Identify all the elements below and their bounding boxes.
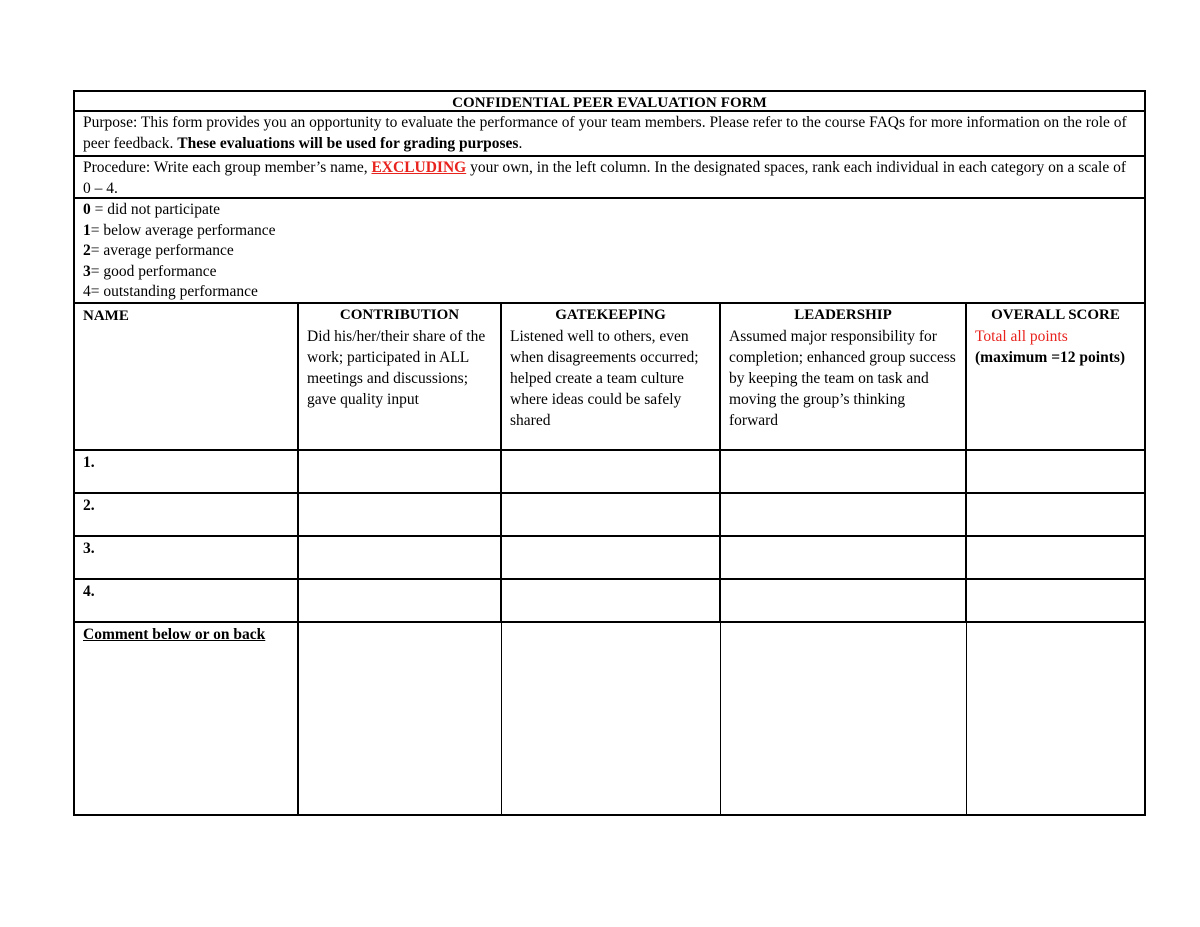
procedure-row	[75, 157, 1144, 199]
peer-evaluation-form	[73, 90, 1146, 816]
gatekeeping-score-cell[interactable]	[502, 494, 721, 535]
scale-score: 3	[83, 262, 91, 280]
comment-label-cell	[75, 623, 299, 814]
contribution-score-cell[interactable]	[299, 494, 502, 535]
leadership-heading: LEADERSHIP	[794, 307, 892, 323]
purpose-grading-note: These evaluations will be used for grading purposes	[177, 134, 519, 152]
comment-label: Comment below or on back	[83, 626, 266, 643]
leadership-score-cell[interactable]	[721, 537, 967, 578]
leadership-score-cell[interactable]	[721, 451, 967, 492]
overall-total-note: Total all points	[975, 328, 1068, 345]
name-column-heading: NAME	[83, 308, 129, 324]
contribution-comment-cell[interactable]	[299, 623, 502, 814]
gatekeeping-comment-cell[interactable]	[502, 623, 721, 814]
header-leadership	[721, 304, 967, 449]
purpose-body: Purpose: This form provides you an opportunity to evaluate the performance of your team members. Please refer to the course FAQs for more information on the role of peer feedback.	[83, 114, 1127, 152]
overall-score-cell[interactable]	[967, 451, 1144, 492]
scale-label: = below average performance	[90, 221, 276, 239]
leadership-comment-cell[interactable]	[721, 623, 967, 814]
header-contribution	[299, 304, 502, 449]
procedure-excluding-emphasis: EXCLUDING	[371, 159, 467, 176]
member-name-cell[interactable]	[75, 494, 299, 535]
title-row	[75, 92, 1144, 112]
member-row-3	[75, 537, 1144, 580]
gatekeeping-score-cell[interactable]	[502, 537, 721, 578]
row-number: 3.	[83, 540, 95, 557]
scale-score: 1	[83, 221, 91, 239]
member-row-2	[75, 494, 1144, 537]
scale-score: 4	[83, 283, 91, 300]
overall-comment-cell[interactable]	[967, 623, 1144, 814]
member-name-cell[interactable]	[75, 451, 299, 492]
overall-score-heading: OVERALL SCORE	[991, 307, 1120, 323]
scale-score: 0	[83, 201, 91, 218]
contribution-heading: CONTRIBUTION	[339, 307, 460, 323]
gatekeeping-heading: GATEKEEPING	[555, 307, 666, 323]
procedure-before: Procedure: Write each group member’s name,	[83, 159, 372, 176]
scale-score: 2	[83, 242, 91, 259]
form-title: CONFIDENTIAL PEER EVALUATION FORM	[452, 95, 767, 111]
purpose-end: .	[518, 134, 523, 152]
comment-row	[75, 623, 1144, 814]
overall-score-cell[interactable]	[967, 580, 1144, 621]
overall-score-cell[interactable]	[967, 537, 1144, 578]
row-number: 2.	[83, 497, 95, 514]
scale-item-4	[83, 282, 1136, 303]
contribution-score-cell[interactable]	[299, 451, 502, 492]
grid-header-row	[75, 304, 1144, 451]
overall-score-cell[interactable]	[967, 494, 1144, 535]
member-name-cell[interactable]	[75, 537, 299, 578]
row-number: 1.	[83, 454, 95, 471]
scale-label: = good performance	[90, 262, 217, 280]
contribution-description: Did his/her/their share of the work; participated in ALL meetings and discussions; gave quality input	[307, 328, 486, 408]
procedure-after: your own, in the left column. In the designated spaces, rank each individual in each category on a scale of 0 – 4.	[83, 159, 1127, 197]
gatekeeping-description: Listened well to others, even when disagreements occurred; helped create a team culture where ideas could be safely shared	[510, 328, 699, 429]
scale-label: = outstanding performance	[90, 283, 258, 300]
header-overall-score	[967, 304, 1144, 449]
row-number: 4.	[83, 583, 95, 600]
purpose-text	[75, 112, 1144, 155]
header-gatekeeping	[502, 304, 721, 449]
scale-label: = did not participate	[90, 201, 221, 218]
purpose-row	[75, 112, 1144, 157]
overall-maximum-note: (maximum =12 points)	[975, 349, 1126, 366]
evaluation-grid	[75, 304, 1144, 814]
gatekeeping-score-cell[interactable]	[502, 451, 721, 492]
gatekeeping-score-cell[interactable]	[502, 580, 721, 621]
scale-legend	[75, 199, 1144, 304]
scale-item-3	[83, 262, 1136, 283]
member-row-4	[75, 580, 1144, 623]
header-name	[75, 304, 299, 449]
member-name-cell[interactable]	[75, 580, 299, 621]
leadership-score-cell[interactable]	[721, 580, 967, 621]
scale-item-1	[83, 221, 1136, 242]
member-row-1	[75, 451, 1144, 494]
leadership-score-cell[interactable]	[721, 494, 967, 535]
scale-label: = average performance	[90, 242, 234, 259]
contribution-score-cell[interactable]	[299, 537, 502, 578]
scale-legend-row	[75, 199, 1144, 304]
procedure-text	[75, 157, 1144, 200]
scale-item-0	[83, 200, 1136, 221]
contribution-score-cell[interactable]	[299, 580, 502, 621]
scale-item-2	[83, 241, 1136, 262]
leadership-description: Assumed major responsibility for completion; enhanced group success by keeping the team on task and moving the group’s thinking forward	[729, 328, 956, 429]
